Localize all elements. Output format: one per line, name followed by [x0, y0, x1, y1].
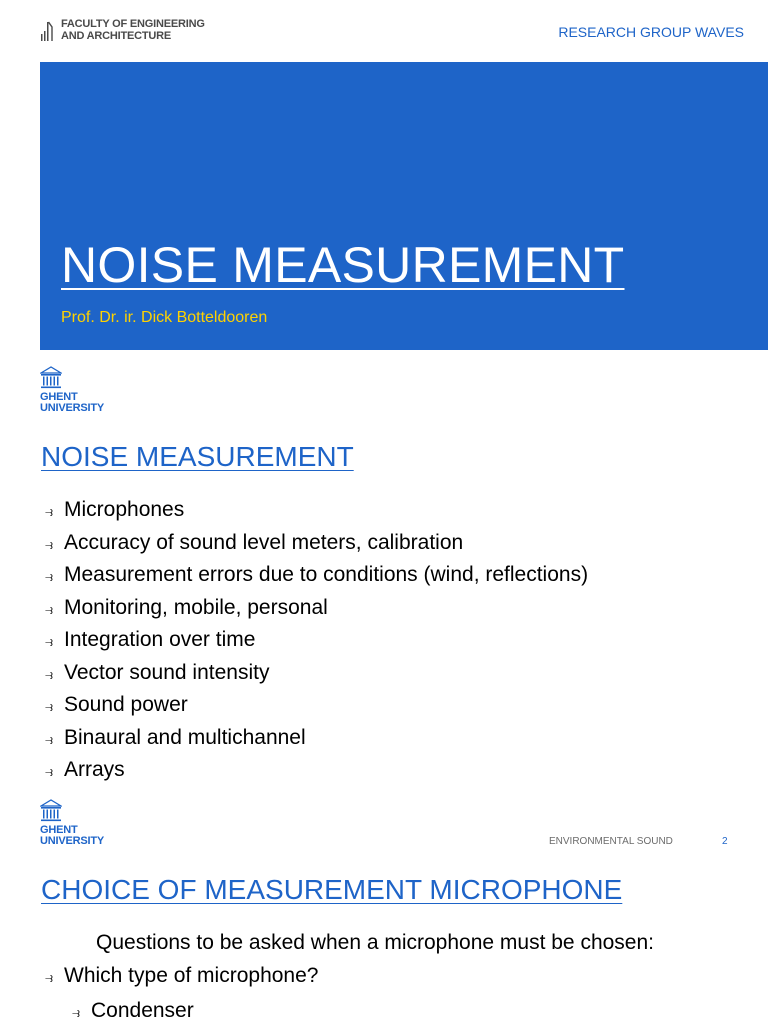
faculty-line1: FACULTY OF ENGINEERING — [61, 18, 205, 30]
curved-arrow-bullet-icon: ⥽ — [72, 1004, 80, 1020]
university-line2: UNIVERSITY — [40, 402, 105, 414]
list-item: ⥽ Binaural and multichannel — [45, 722, 588, 755]
list-item: ⥽ Which type of microphone? — [45, 961, 318, 993]
university-line2: UNIVERSITY — [40, 835, 105, 847]
curved-arrow-bullet-icon: ⥽ — [45, 698, 53, 714]
page-number: 2 — [722, 836, 728, 847]
presentation-title: NOISE MEASUREMENT — [61, 237, 625, 293]
footer-course-label: ENVIRONMENTAL SOUND — [549, 836, 673, 847]
university-logo — [40, 799, 104, 847]
topic-list — [45, 494, 588, 787]
university-name — [40, 825, 104, 847]
university-logo — [40, 366, 104, 414]
list-item: ⥽ Accuracy of sound level meters, calibration — [45, 527, 588, 560]
sub-list-item: ⥽ Condenser — [72, 996, 318, 1024]
university-columns-icon — [40, 366, 62, 390]
curved-arrow-bullet-icon: ⥽ — [45, 969, 53, 985]
list-item: ⥽ Measurement errors due to conditions (wind, reflections) — [45, 559, 588, 592]
curved-arrow-bullet-icon: ⥽ — [45, 730, 53, 747]
curved-arrow-bullet-icon: ⥽ — [45, 503, 53, 519]
title-banner — [40, 62, 768, 350]
faculty-building-icon — [40, 18, 60, 42]
list-item: ⥽ Sound power — [45, 689, 588, 722]
faculty-logo — [40, 18, 205, 42]
curved-arrow-bullet-icon: ⥽ — [45, 568, 53, 584]
university-name — [40, 392, 104, 414]
curved-arrow-bullet-icon: ⥽ — [45, 633, 53, 649]
list-item: ⥽ Vector sound intensity — [45, 657, 588, 690]
university-line1: GHENT — [40, 391, 78, 403]
list-item: ⥽ Integration over time — [45, 624, 588, 657]
faculty-line2: AND ARCHITECTURE — [61, 30, 172, 42]
research-group-label: RESEARCH GROUP WAVES — [558, 24, 744, 40]
question-list — [45, 961, 318, 1024]
university-line1: GHENT — [40, 824, 78, 836]
list-item: ⥽ Arrays — [45, 754, 588, 787]
curved-arrow-bullet-icon: ⥽ — [45, 665, 53, 682]
curved-arrow-bullet-icon: ⥽ — [45, 600, 53, 617]
faculty-name — [61, 18, 205, 42]
intro-text: Questions to be asked when a microphone must be chosen: — [96, 931, 654, 954]
list-item: ⥽ Microphones — [45, 494, 588, 527]
author-name: Prof. Dr. ir. Dick Botteldooren — [61, 309, 268, 326]
slide-heading: NOISE MEASUREMENT — [41, 441, 354, 472]
slide-heading: CHOICE OF MEASUREMENT MICROPHONE — [41, 874, 623, 905]
list-item: ⥽ Monitoring, mobile, personal — [45, 592, 588, 625]
curved-arrow-bullet-icon: ⥽ — [45, 763, 53, 779]
curved-arrow-bullet-icon: ⥽ — [45, 535, 53, 552]
university-columns-icon — [40, 799, 62, 823]
